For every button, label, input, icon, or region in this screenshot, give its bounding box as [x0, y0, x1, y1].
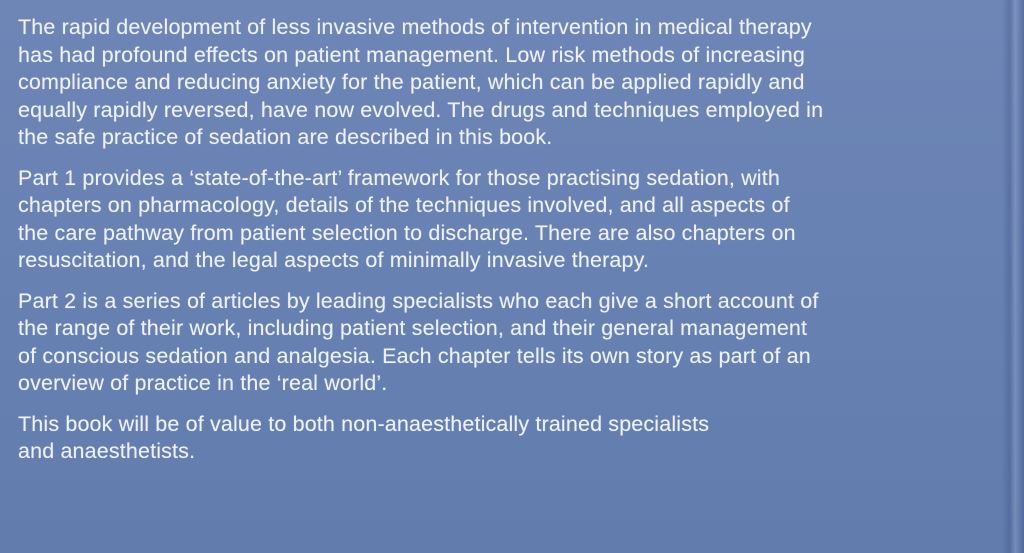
text-line: This book will be of value to both non-anaesthetically trained specialists: [18, 411, 710, 436]
text-line: has had profound effects on patient management. Low risk methods of increasing: [18, 42, 805, 67]
paragraph-part-1: [18, 165, 1000, 275]
text-line: overview of practice in the ‘real world’.: [18, 371, 388, 395]
paragraph-intro: [18, 14, 1000, 152]
text-line: Part 1 provides a ‘state-of-the-art’ framework for those practising sedation, with: [18, 165, 780, 190]
paragraph-audience: [18, 411, 1000, 466]
text-line: the range of their work, including patient selection, and their general management: [18, 316, 808, 340]
text-line: and anaesthetists.: [18, 439, 196, 463]
text-line: Part 2 is a series of articles by leading specialists who each give a short account of: [18, 288, 819, 313]
paragraph-part-2: [18, 288, 1000, 398]
text-line: the care pathway from patient selection to discharge. There are also chapters on: [18, 220, 796, 245]
book-blurb: [18, 14, 1000, 479]
text-line: chapters on pharmacology, details of the techniques involved, and all aspects of: [18, 193, 790, 217]
text-line: the safe practice of sedation are described in this book.: [18, 125, 553, 149]
text-line: The rapid development of less invasive methods of intervention in medical therapy: [18, 15, 812, 39]
book-spine-edge: [1002, 0, 1024, 553]
text-line: equally rapidly reversed, have now evolved. The drugs and techniques employed in: [18, 97, 824, 122]
text-line: compliance and reducing anxiety for the patient, which can be applied rapidly and: [18, 70, 805, 94]
text-line: of conscious sedation and analgesia. Each chapter tells its own story as part of an: [18, 343, 811, 368]
text-line: resuscitation, and the legal aspects of minimally invasive therapy.: [18, 248, 650, 272]
